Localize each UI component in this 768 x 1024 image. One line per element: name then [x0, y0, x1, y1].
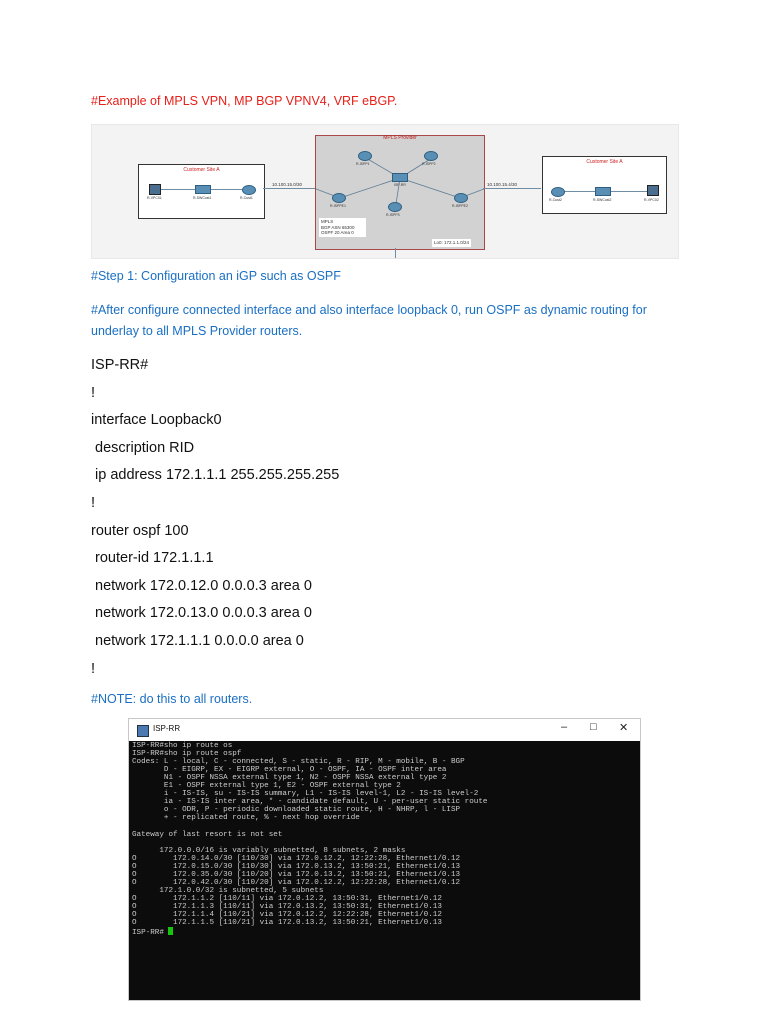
terminal-line: Gateway of last resort is not set — [132, 830, 283, 839]
device-label: R-ISPP2 — [422, 162, 436, 166]
config-line: router-id 172.1.1.1 — [91, 550, 214, 567]
customer-site-left — [138, 164, 265, 219]
terminal-prompt-text: ISP-RR# — [132, 929, 164, 938]
device-label: R-SWCust1 — [193, 196, 212, 200]
device-label: ISP-RR — [394, 183, 406, 187]
config-line: interface Loopback0 — [91, 412, 222, 429]
terminal-line: + - replicated route, % - next hop override — [132, 814, 360, 823]
terminal-line: O 172.0.35.0/30 [110/20] via 172.0.13.2, 13:50:21, Ethernet1/0.13 — [132, 870, 461, 879]
config-line: ! — [91, 494, 96, 511]
mpls-info-line: OSPF 20 Area 0 — [321, 230, 354, 235]
device-label: R-ISPP1 — [356, 162, 370, 166]
step1-description: #After configure connected interface and also interface loopback 0, run OSPF as dynamic routing for underlay to all MPLS Provider routers. — [91, 303, 647, 338]
terminal-line: 172.1.0.0/32 is subnetted, 5 subnets — [132, 886, 324, 895]
terminal-app-icon — [137, 725, 149, 737]
terminal-line: O 172.1.1.5 [110/21] via 172.0.13.2, 13:50:21, Ethernet1/0.13 — [132, 919, 442, 928]
config-line: ISP-RR# — [91, 357, 149, 373]
maximize-button[interactable]: □ — [590, 721, 597, 733]
mpls-info-box — [319, 218, 366, 237]
config-line: network 172.0.13.0 0.0.0.3 area 0 — [91, 605, 312, 622]
terminal-line: i - IS-IS, su - IS-IS summary, L1 - IS-IS level-1, L2 - IS-IS level-2 — [132, 790, 479, 799]
terminal-line: ISP-RR#sho ip route os — [132, 742, 233, 750]
provider-downlink — [395, 248, 396, 258]
terminal-title: ISP-RR — [153, 724, 181, 733]
route-reflector-icon — [392, 173, 408, 182]
config-line: network 172.1.1.1 0.0.0.0 area 0 — [91, 632, 304, 649]
terminal-line — [132, 839, 487, 847]
mpls-provider-title: MPLS Provider — [383, 135, 417, 141]
device-label: R-VPC01 — [147, 196, 162, 200]
switch-right-icon — [595, 187, 611, 196]
terminal-window — [128, 718, 641, 1001]
terminal-line: O 172.1.1.3 [110/11] via 172.0.13.2, 13:50:31, Ethernet1/0.13 — [132, 902, 442, 911]
config-line: ! — [91, 660, 96, 677]
terminal-line: ISP-RR#sho ip route ospf — [132, 750, 242, 759]
terminal-line: 172.0.0.0/16 is variably subnetted, 8 subnets, 2 masks — [132, 846, 406, 855]
close-button[interactable]: ✕ — [619, 722, 629, 734]
terminal-line: O 172.1.1.2 [110/11] via 172.0.12.2, 13:50:31, Ethernet1/0.12 — [132, 894, 442, 903]
terminal-line: ia - IS-IS inter area, * - candidate default, U - per-user static route — [132, 798, 488, 807]
topology-diagram — [91, 124, 679, 259]
mpls-info-line: BGP ASN 65300 — [321, 224, 355, 230]
terminal-line: O 172.0.14.0/30 [110/30] via 172.0.12.2, 12:22:28, Ethernet1/0.12 — [132, 854, 461, 863]
customer-site-right — [542, 156, 667, 214]
device-label: R-ISPPE2 — [452, 204, 468, 208]
terminal-line: N1 - OSPF NSSA external type 1, N2 - OSPF NSSA external type 2 — [132, 774, 447, 783]
config-line: ! — [91, 384, 96, 401]
router-isp-pe2-icon — [454, 193, 468, 203]
terminal-line: O 172.0.15.0/30 [110/30] via 172.0.13.2, 13:50:21, Ethernet1/0.13 — [132, 862, 461, 871]
config-line: network 172.0.12.0 0.0.0.3 area 0 — [91, 577, 312, 594]
device-label: R-SWCust2 — [593, 198, 612, 202]
router-isp-p2-icon — [424, 151, 438, 161]
device-label: R-Cust2 — [549, 198, 562, 202]
router-isp-p3-icon — [388, 202, 402, 212]
router-right-icon — [551, 187, 565, 197]
terminal-cursor — [168, 927, 173, 935]
vpc-left-icon — [149, 184, 161, 195]
config-line: ip address 172.1.1.1 255.255.255.255 — [91, 467, 340, 484]
mpls-info-line: MPLS — [321, 219, 334, 224]
loopback-info-box: Lo0: 172.1.1.0/24 — [434, 240, 470, 245]
config-line: description RID — [91, 439, 195, 456]
terminal-line: O 172.1.1.4 [110/21] via 172.0.12.2, 12:22:28, Ethernet1/0.12 — [132, 910, 442, 919]
device-label: R-Cust1 — [240, 196, 253, 200]
device-label: R-VPC02 — [644, 198, 659, 202]
device-label: R-ISPP3 — [386, 213, 400, 217]
terminal-line: E1 - OSPF external type 1, E2 - OSPF external type 2 — [132, 782, 401, 791]
customer-site-right-title: Customer Site A — [586, 159, 623, 165]
terminal-prompt — [132, 927, 487, 937]
terminal-line: O 172.0.42.0/30 [110/20] via 172.0.12.2, 12:22:28, Ethernet1/0.12 — [132, 878, 461, 887]
link-left-label: 10.100.15.0/30 — [272, 182, 303, 187]
terminal-line — [132, 822, 487, 830]
note-text: #NOTE: do this to all routers. — [91, 692, 253, 706]
terminal-line: Codes: L - local, C - connected, S - static, R - RIP, M - mobile, B - BGP — [132, 758, 465, 767]
terminal-output[interactable] — [129, 741, 640, 1000]
terminal-titlebar — [129, 719, 640, 741]
router-isp-pe1-icon — [332, 193, 346, 203]
document-title: #Example of MPLS VPN, MP BGP VPNV4, VRF eBGP. — [91, 94, 398, 108]
device-label: R-ISPPE1 — [330, 204, 346, 208]
terminal-line: D - EIGRP, EX - EIGRP external, O - OSPF, IA - OSPF inter area — [132, 766, 447, 775]
terminal-lines — [132, 742, 487, 937]
config-block — [91, 352, 339, 683]
router-left-icon — [242, 185, 256, 195]
vpc-right-icon — [647, 185, 659, 196]
switch-left-icon — [195, 185, 211, 194]
minimize-button[interactable]: – — [561, 721, 568, 733]
step1-heading: #Step 1: Configuration an iGP such as OSPF — [91, 269, 341, 283]
link-right-label: 10.100.15.4/30 — [487, 182, 518, 187]
terminal-line: o - ODR, P - periodic downloaded static route, H - NHRP, l - LISP — [132, 806, 461, 815]
config-line: router ospf 100 — [91, 522, 189, 539]
customer-site-left-title: Customer Site A — [183, 167, 220, 173]
mpls-provider-box — [315, 135, 485, 250]
router-isp-p1-icon — [358, 151, 372, 161]
